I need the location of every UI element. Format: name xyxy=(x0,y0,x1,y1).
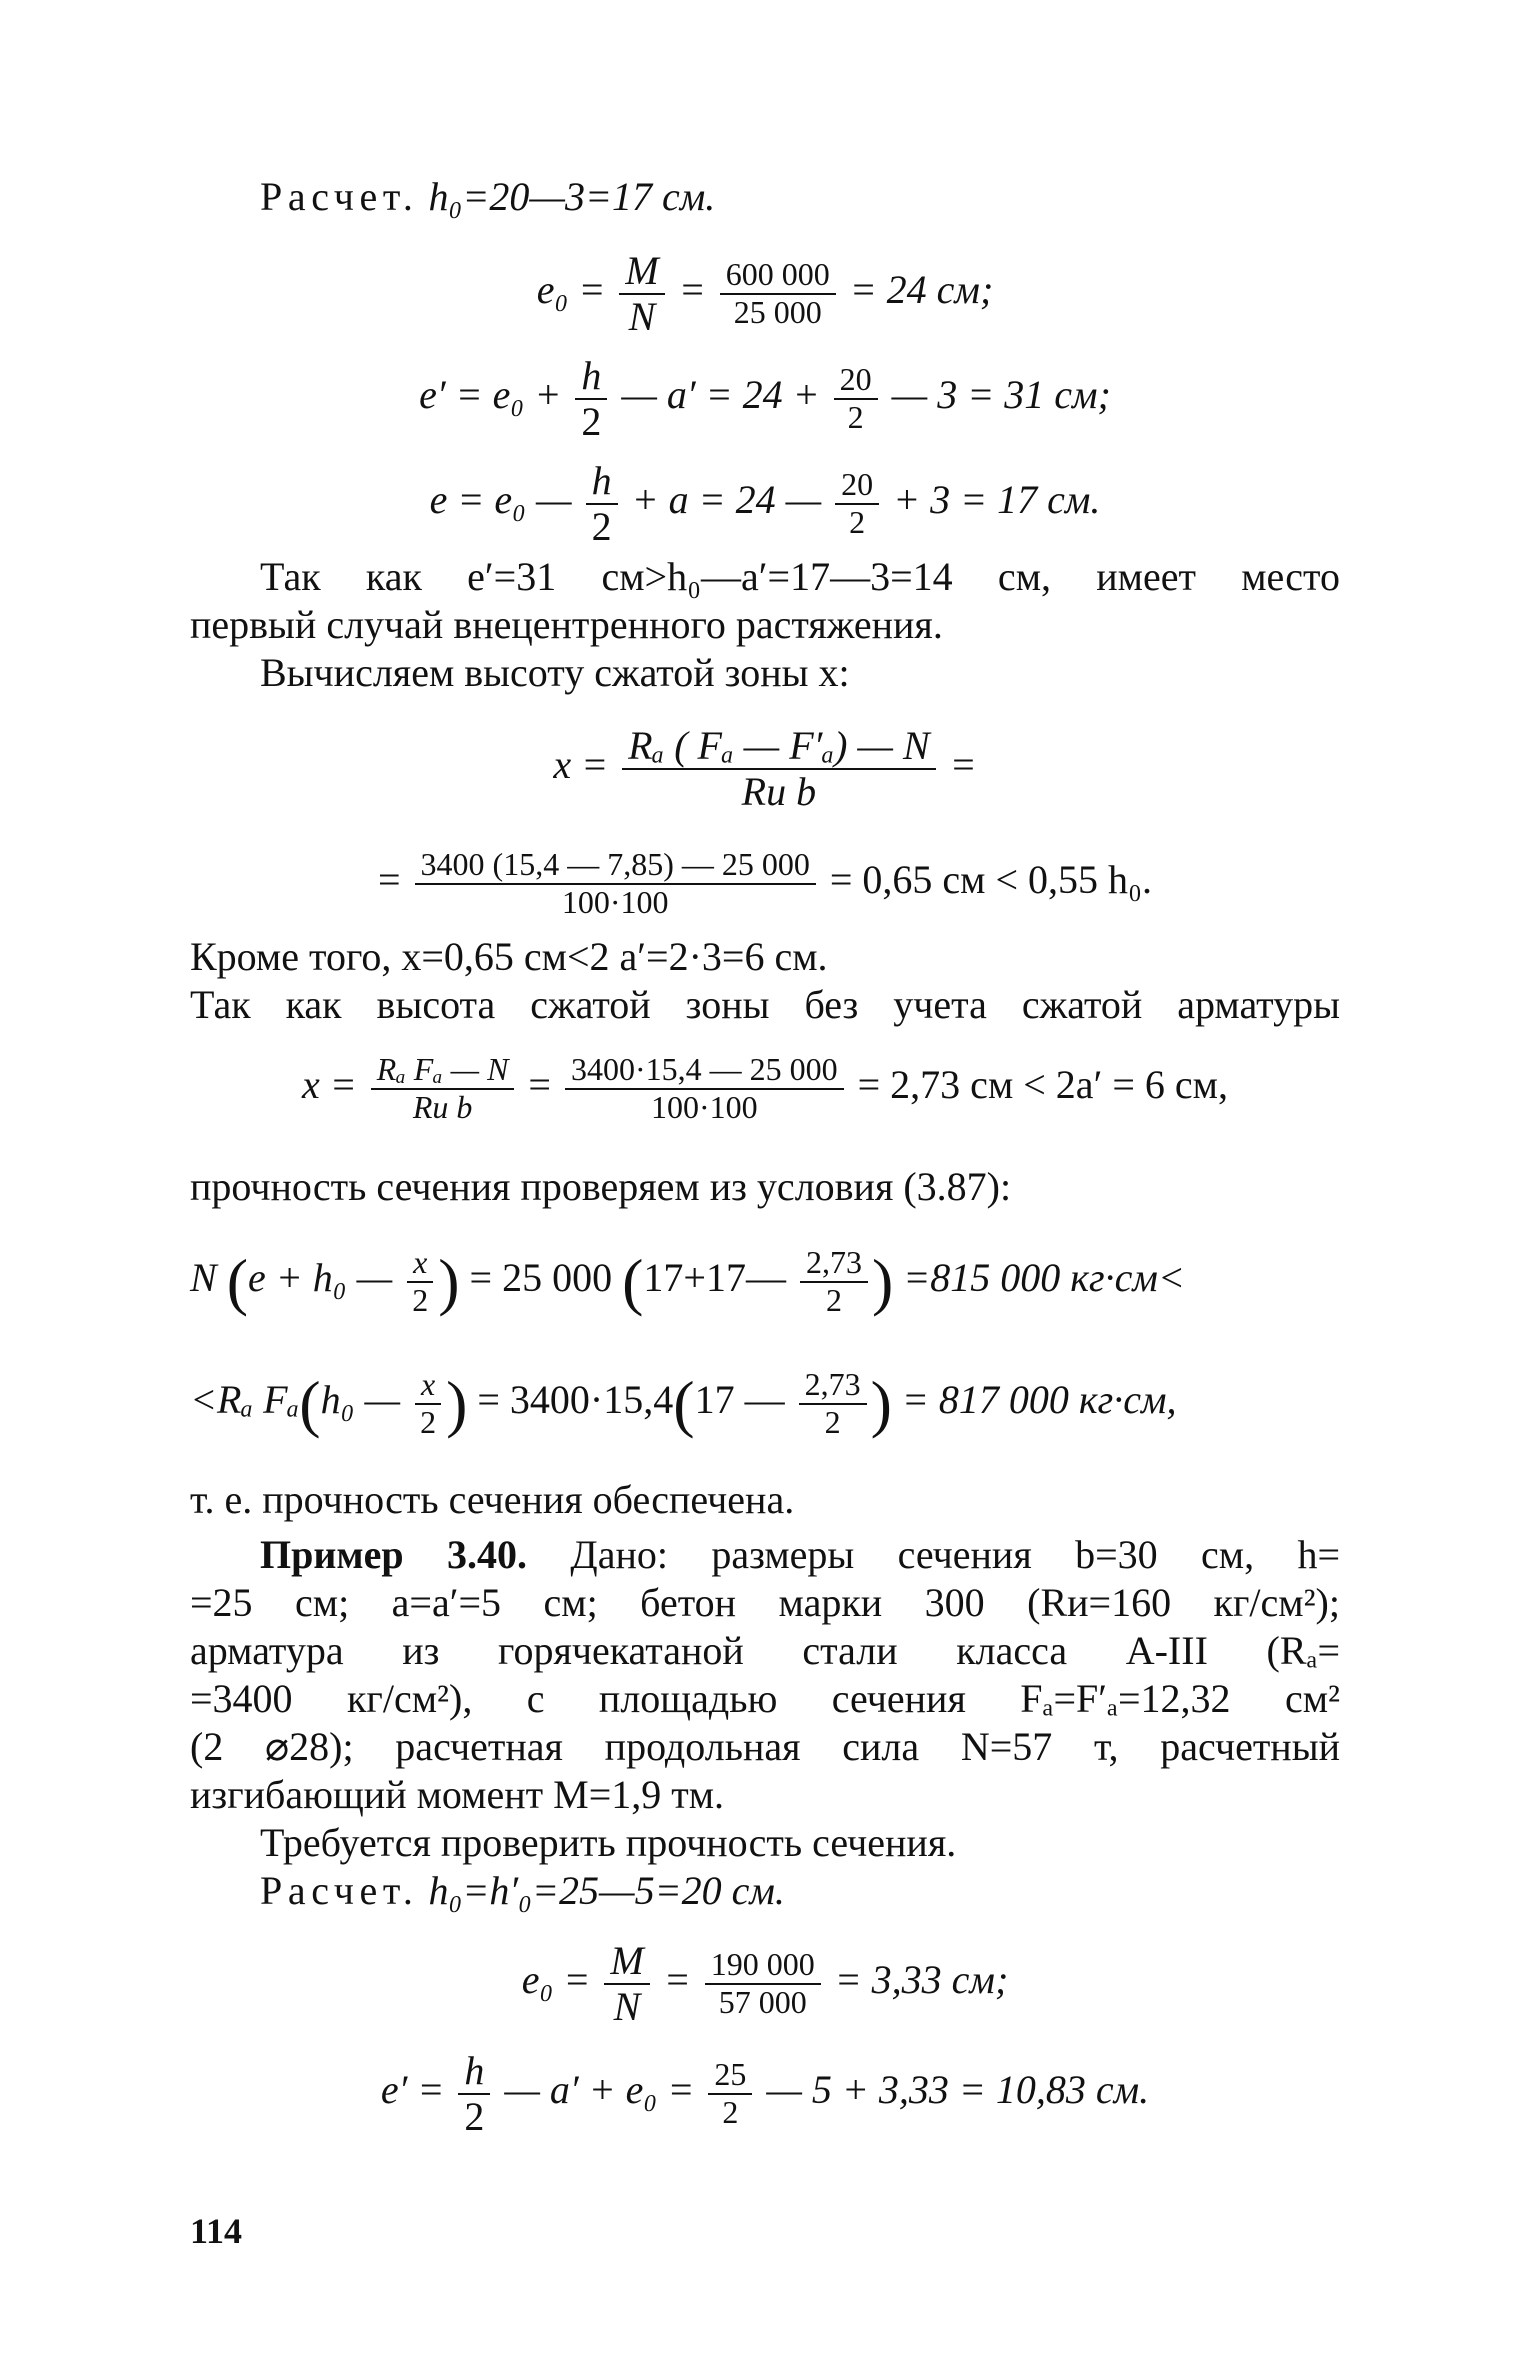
e-rhs: + 3 = 17 см. xyxy=(893,477,1101,522)
x-formula-denominator: Rи b xyxy=(741,768,817,814)
e0-frac1-numerator: M xyxy=(619,250,664,295)
check-b-lhs: <Rₐ Fₐ xyxy=(190,1377,300,1422)
text1-line3: Вычисляем высоту сжатой зоны x: xyxy=(260,650,850,695)
x2-fraction-2 xyxy=(565,1053,844,1124)
check-formula-b: <Rₐ Fₐ(h₀ — $\frac{x}{2}$ ) = 3400·15,4(17 — $\frac{2,73}{2}$ ) = 817 000 кг·см, xyxy=(190,1366,1177,1440)
e0-rhs: = 24 см; xyxy=(849,267,994,312)
e-fraction-2 xyxy=(835,468,879,539)
x2-frac1-denominator: Rи b xyxy=(412,1088,473,1125)
example-title: Пример 3.40. xyxy=(260,1532,528,1577)
x-numeric-result: = 0,65 см < 0,55 h₀. xyxy=(829,857,1152,902)
x-formula-rhs: = xyxy=(949,742,977,787)
calc2-heading-line xyxy=(260,1866,1340,1916)
check-b-result: = 817 000 кг·см, xyxy=(901,1377,1177,1422)
eprimeb-fraction-2 xyxy=(708,2058,752,2129)
check-a-frac2-numerator: 2,73 xyxy=(800,1246,868,1283)
example-text-line1: Дано: размеры сечения b=30 см, h= xyxy=(570,1532,1341,1577)
x-numeric-fraction xyxy=(415,848,816,919)
eprime-lhs: e′ = e₀ + xyxy=(419,372,562,417)
example-line3: арматура из горячекатаной стали класса А-III (Rₐ= xyxy=(190,1628,1340,1673)
check-a-result: =815 000 кг·см< xyxy=(903,1255,1185,1300)
check-a-frac-numerator: x xyxy=(407,1246,433,1283)
text1-line2: первый случай внецентренного растяжения. xyxy=(190,602,943,647)
text1-line1: Так как e′=31 см>h₀—a′=17—3=14 см, имеет место xyxy=(260,554,1340,599)
eprime-middle: — a′ = 24 + xyxy=(621,372,820,417)
calc2-h0-equation: h₀=h′₀=25—5=20 см. xyxy=(428,1868,785,1913)
x2-eq: = xyxy=(528,1062,551,1107)
e0b-frac2-denominator: 57 000 xyxy=(718,1983,807,2020)
e0-fraction-2 xyxy=(720,258,836,329)
eprimeb-frac1-numerator: h xyxy=(458,2050,490,2095)
e-frac2-numerator: 20 xyxy=(835,468,879,505)
text3-line1: прочность сечения проверяем из условия (3.87): xyxy=(190,1164,1012,1209)
check-b-frac-numerator: x xyxy=(415,1368,441,1405)
calc-heading-line xyxy=(260,172,1340,222)
e0b-rhs: = 3,33 см; xyxy=(834,1957,1009,2002)
eprimeb-rhs: — 5 + 3,33 = 10,83 см. xyxy=(766,2067,1150,2112)
eprime-formula-2 xyxy=(190,2035,1340,2145)
check-b-frac2-denominator: 2 xyxy=(824,1403,841,1440)
check-a-inner: e + h₀ — xyxy=(248,1255,393,1300)
check-b-fraction xyxy=(414,1368,442,1439)
check-a-eq: = 25 000 xyxy=(469,1255,613,1300)
e0-frac1-denominator: N xyxy=(628,293,656,339)
e0b-frac1-denominator: N xyxy=(613,1983,641,2029)
check-b-frac2-numerator: 2,73 xyxy=(799,1368,867,1405)
e0-formula-2: e₀ = $\frac{M}{N}$ = $\frac{190 000}{57 000}$ = 3,33 см; xyxy=(521,1937,1009,2029)
e0-formula: e₀ = $\frac{M}{N}$ = $\frac{600 000}{25 000}$ = 24 см; xyxy=(536,247,994,339)
x-numeric-numerator: 3400 (15,4 — 7,85) — 25 000 xyxy=(415,848,816,885)
e0b-frac1-numerator: M xyxy=(604,1940,649,1985)
e-frac2-denominator: 2 xyxy=(849,503,866,540)
example-line5: (2 ⌀28); расчетная продольная сила N=57 т, расчетный xyxy=(190,1724,1340,1769)
eprime-frac1-denominator: 2 xyxy=(581,398,602,444)
e-frac1-numerator: h xyxy=(586,460,618,505)
x2-fraction-1 xyxy=(371,1053,515,1124)
example-line2: =25 см; a=a′=5 см; бетон марки 300 (Rи=160 кг/см²); xyxy=(190,1580,1340,1625)
eprimeb-fraction-1 xyxy=(458,2047,490,2139)
eprime-formula xyxy=(190,340,1340,450)
x2-frac1-numerator: Rₐ Fₐ — N xyxy=(371,1053,515,1090)
x2-lhs: x = xyxy=(302,1062,357,1107)
eprime-fraction-2 xyxy=(834,363,878,434)
eprime-rhs: — 3 = 31 см; xyxy=(891,372,1111,417)
e0b-fraction-2 xyxy=(705,1948,821,2019)
example-line4: =3400 кг/см²), с площадью сечения Fₐ=F′ₐ=12,32 см² xyxy=(190,1676,1340,1721)
x-formula xyxy=(190,705,1340,825)
x-formula-numeric xyxy=(190,825,1340,935)
x-formula-lhs: x = xyxy=(553,742,609,787)
text2-line1: Кроме того, x=0,65 см<2 a′=2·3=6 см. xyxy=(190,934,828,979)
e-lhs: e = e₀ — xyxy=(429,477,572,522)
e0-fraction-1 xyxy=(619,247,664,339)
x-formula-fraction xyxy=(622,722,936,814)
e-frac1-denominator: 2 xyxy=(591,503,612,549)
e-fraction-1 xyxy=(586,457,618,549)
eprimeb-frac2-denominator: 2 xyxy=(722,2093,739,2130)
text2-line2: Так как высота сжатой зоны без учета сжатой арматуры xyxy=(190,982,1340,1027)
eprimeb-middle: — a′ + e₀ = xyxy=(504,2067,695,2112)
check-a-lhs: N xyxy=(190,1255,217,1300)
eprime-frac1-numerator: h xyxy=(575,355,607,400)
page-number: 114 xyxy=(190,2211,243,2251)
e-middle: + a = 24 — xyxy=(631,477,822,522)
example-line6: изгибающий момент M=1,9 тм. xyxy=(190,1772,725,1817)
x2-formula xyxy=(190,1030,1340,1140)
x2-frac2-denominator: 100·100 xyxy=(650,1088,758,1125)
check-a-fraction-2 xyxy=(800,1246,868,1317)
example-line1 xyxy=(260,1530,1340,1580)
check-a-frac-denominator: 2 xyxy=(412,1281,429,1318)
calc2-label: Расчет. xyxy=(260,1868,419,1913)
x-numeric-lead: = xyxy=(377,857,401,902)
check-a-frac2-denominator: 2 xyxy=(825,1281,842,1318)
eprime-fraction-1 xyxy=(575,352,607,444)
text4-line1: т. е. прочность сечения обеспечена. xyxy=(190,1477,795,1522)
example-line7: Требуется проверить прочность сечения. xyxy=(260,1820,957,1865)
e0b-frac2-numerator: 190 000 xyxy=(705,1948,821,1985)
check-b-inner2: 17 — xyxy=(694,1377,785,1422)
eprimeb-frac2-numerator: 25 xyxy=(708,2058,752,2095)
calc-label: Расчет. xyxy=(260,174,419,219)
check-b-fraction-2 xyxy=(799,1368,867,1439)
check-b-eq: = 3400·15,4 xyxy=(477,1377,674,1422)
e0b-lhs: e₀ = xyxy=(521,1957,591,2002)
e0-frac2-denominator: 25 000 xyxy=(733,293,822,330)
eprimeb-lhs: e′ = xyxy=(380,2067,445,2112)
check-b-inner: h₀ — xyxy=(320,1377,401,1422)
e0-frac2-numerator: 600 000 xyxy=(720,258,836,295)
x-numeric-denominator: 100·100 xyxy=(561,883,669,920)
h0-equation: h₀=20—3=17 см. xyxy=(428,174,716,219)
e0-lhs: e₀ = xyxy=(536,267,606,312)
x2-frac2-numerator: 3400·15,4 — 25 000 xyxy=(565,1053,844,1090)
check-a-inner2: 17+17— xyxy=(643,1255,786,1300)
check-formula-a: N (e + h₀ — $\frac{x}{2}$ ) = 25 000 (17+17— $\frac{2,73}{2}$ ) =815 000 кг·см< xyxy=(190,1244,1185,1318)
x-formula-numerator: Rₐ ( Fₐ — F′ₐ) — N xyxy=(622,725,936,770)
eprime-frac2-denominator: 2 xyxy=(847,398,864,435)
eprimeb-frac1-denominator: 2 xyxy=(464,2093,485,2139)
check-a-fraction xyxy=(406,1246,434,1317)
e0b-fraction-1 xyxy=(604,1937,649,2029)
x2-result: = 2,73 см < 2a′ = 6 см, xyxy=(857,1062,1228,1107)
check-b-frac-denominator: 2 xyxy=(420,1403,437,1440)
e-formula xyxy=(190,445,1340,555)
eprime-frac2-numerator: 20 xyxy=(834,363,878,400)
